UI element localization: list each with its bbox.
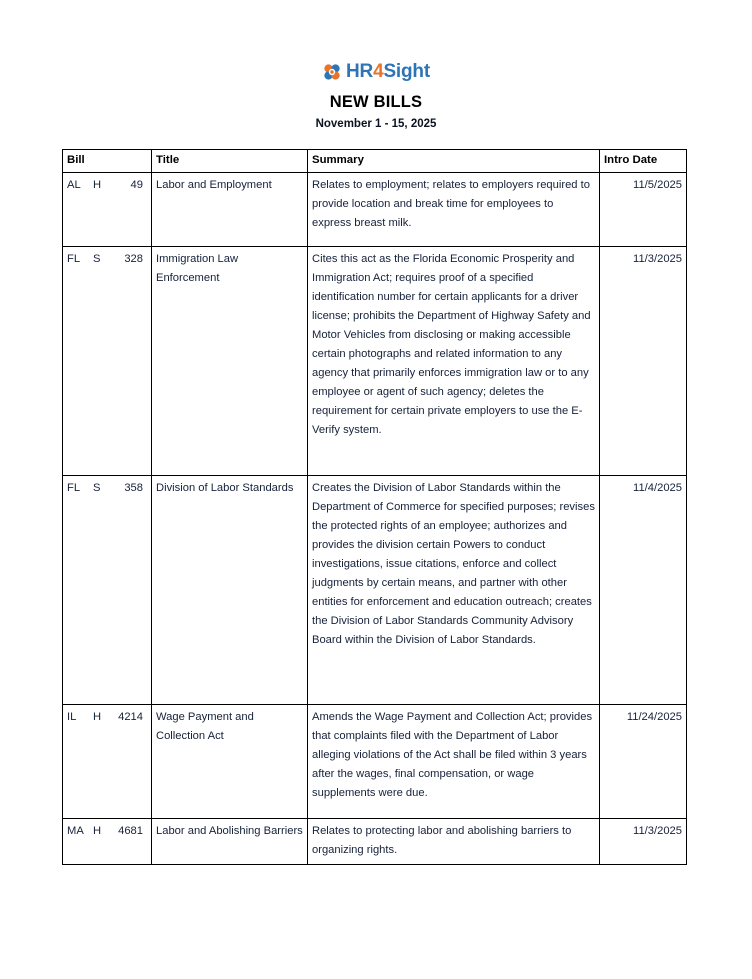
- bill-number: 328: [124, 253, 143, 265]
- bill-state: FL: [67, 253, 81, 265]
- brand-logo: [0, 60, 752, 84]
- bill-identifier: [67, 176, 147, 195]
- bill-identifier: [67, 822, 147, 841]
- cell-summary: Relates to employment; relates to employers required to provide location and break time for employees to express breast milk.: [308, 173, 600, 247]
- brand-name-part2: Sight: [383, 61, 430, 82]
- table-row: [63, 247, 687, 476]
- cell-title: Immigration Law Enforcement: [152, 247, 308, 476]
- cell-bill: [63, 173, 152, 247]
- bills-table-container: [62, 149, 686, 865]
- cell-summary: Amends the Wage Payment and Collection Act; provides that complaints filed with the Department of Labor alleging violations of the Act shall be filed within 3 years after the wages, final compensation, or wage supplements were due.: [308, 705, 600, 819]
- bill-chamber: S: [93, 253, 101, 265]
- bill-identifier: [67, 250, 147, 269]
- column-header-title: Title: [152, 150, 308, 173]
- cell-bill: [63, 705, 152, 819]
- bill-identifier: [67, 708, 147, 727]
- table-row: [63, 705, 687, 819]
- cell-bill: [63, 247, 152, 476]
- brand-wordmark: [346, 62, 430, 82]
- document-masthead: [0, 0, 752, 132]
- cell-summary: Creates the Division of Labor Standards within the Department of Commerce for specified purposes; revises the protected rights of an employee; authorizes and provides the division certain Powers to conduct investigations, issue citations, enforce and collect judgments by certain means, and partner with other entities for enforcement and education outreach; creates the Division of Labor Standards Community Advisory Board within the Division of Labor Standards.: [308, 476, 600, 705]
- cell-intro-date: 11/4/2025: [600, 476, 687, 705]
- cell-title: Division of Labor Standards: [152, 476, 308, 705]
- brand-name-part1: HR: [346, 61, 374, 82]
- bill-state: MA: [67, 825, 84, 837]
- bill-state: AL: [67, 179, 81, 191]
- cell-summary: Relates to protecting labor and abolishing barriers to organizing rights.: [308, 819, 600, 865]
- cell-bill: [63, 476, 152, 705]
- bill-identifier: [67, 479, 147, 498]
- bill-chamber: H: [93, 711, 102, 723]
- cell-intro-date: 11/3/2025: [600, 819, 687, 865]
- table-row: [63, 476, 687, 705]
- table-header-row: [63, 150, 687, 173]
- bill-chamber: H: [93, 825, 102, 837]
- bill-number: 4681: [118, 825, 143, 837]
- cell-summary: Cites this act as the Florida Economic Prosperity and Immigration Act; requires proof of a specified identification number for certain applicants for a driver license; prohibits the Department of Highway Safety and Motor Vehicles from disclosing or making accessible certain photographs and related information to any agency that primarily enforces immigration law or to any employee or agent of such agency; deletes the requirement for certain private employers to use the E-Verify system.: [308, 247, 600, 476]
- bill-number: 4214: [118, 711, 143, 723]
- table-body: [63, 173, 687, 865]
- cell-bill: [63, 819, 152, 865]
- bill-chamber: S: [93, 482, 101, 494]
- bill-number: 49: [130, 179, 143, 191]
- table-row: [63, 819, 687, 865]
- column-header-bill: Bill: [63, 150, 152, 173]
- pinwheel-icon: [322, 62, 342, 82]
- cell-title: Labor and Employment: [152, 173, 308, 247]
- bill-state: IL: [67, 711, 77, 723]
- bills-table: [62, 149, 687, 865]
- page-subtitle: November 1 - 15, 2025: [315, 118, 437, 130]
- column-header-summary: Summary: [308, 150, 600, 173]
- cell-intro-date: 11/3/2025: [600, 247, 687, 476]
- cell-intro-date: 11/5/2025: [600, 173, 687, 247]
- cell-intro-date: 11/24/2025: [600, 705, 687, 819]
- bill-chamber: H: [93, 179, 102, 191]
- brand-name-number: 4: [373, 61, 384, 82]
- bill-number: 358: [124, 482, 143, 494]
- cell-title: Wage Payment and Collection Act: [152, 705, 308, 819]
- page-title: NEW BILLS: [329, 93, 423, 111]
- cell-title: Labor and Abolishing Barriers: [152, 819, 308, 865]
- table-row: [63, 173, 687, 247]
- table-header: [63, 150, 687, 173]
- bill-state: FL: [67, 482, 81, 494]
- column-header-intro-date: Intro Date: [600, 150, 687, 173]
